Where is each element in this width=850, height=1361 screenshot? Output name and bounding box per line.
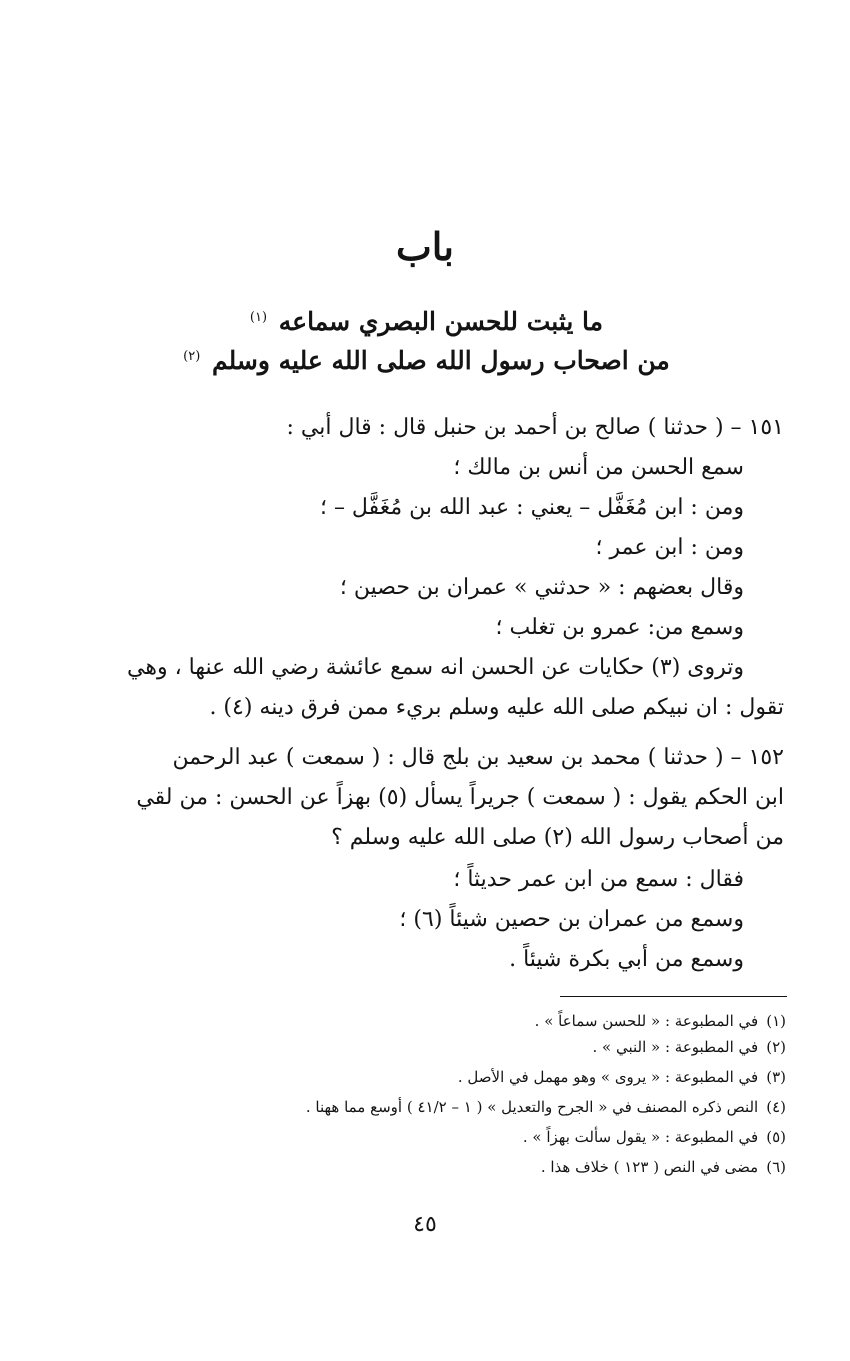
- footnote-text: في المطبوعة : « النبي » .: [592, 1038, 759, 1056]
- narration-line: ابن الحكم يقول : ( سمعت ) جريراً يسأل (٥) بهزاً عن الحسن : من لقي: [136, 785, 784, 810]
- page-number: ٤٥: [413, 1212, 437, 1237]
- footnote-text: مضى في النص ( ١٢٣ ) خلاف هذا .: [540, 1158, 759, 1176]
- footnote-text: النص ذكره المصنف في « الجرح والتعديل » ( ١ – ٤١/٢ ) أوسع مما ههنا .: [305, 1098, 759, 1116]
- narration-line: تقول : ان نبيكم صلى الله عليه وسلم بريء ممن فرق دينه (٤) .: [209, 695, 784, 720]
- narration-line: من أصحاب رسول الله (٢) صلى الله عليه وسلم ؟: [331, 825, 784, 850]
- narration-line: فقال : سمع من ابن عمر حديثاً ؛: [453, 867, 744, 892]
- narration-line: وسمع من عمران بن حصين شيئاً (٦) ؛: [399, 907, 744, 932]
- footnote-number: (٥): [766, 1128, 786, 1146]
- footnote-ref-2: (٢): [183, 348, 201, 364]
- narration-line: وسمع من أبي بكرة شيئاً .: [509, 947, 744, 972]
- narration-line: وسمع من: عمرو بن تغلب ؛: [495, 615, 744, 640]
- footnote-item: [535, 1010, 786, 1032]
- heading-line-2-text: من اصحاب رسول الله صلى الله عليه وسلم: [212, 346, 670, 375]
- footnote-item: [306, 1096, 786, 1118]
- footnote-number: (١): [766, 1012, 786, 1030]
- narration-line: ومن : ابن مُغَفَّل – يعني : عبد الله بن مُغَفَّل – ؛: [319, 495, 744, 520]
- narration-line: سمع الحسن من أنس بن مالك ؛: [453, 455, 744, 480]
- footnote-ref-1: (١): [249, 309, 268, 325]
- footnote-text: في المطبوعة : « للحسن سماعاً » .: [534, 1012, 759, 1030]
- footnote-item: [458, 1066, 786, 1088]
- footnote-number: (٢): [766, 1038, 786, 1056]
- footnote-text: في المطبوعة : « يقول سألت بهزاً » .: [522, 1128, 759, 1146]
- footnote-item: [541, 1156, 786, 1178]
- section-heading-line-1: [0, 304, 850, 340]
- narration-line: ١٥٢ – ( حدثنا ) محمد بن سعيد بن بلج قال : ( سمعت ) عبد الرحمن: [172, 745, 784, 770]
- footnotes-divider: [560, 996, 787, 997]
- footnote-text: في المطبوعة : « يروى » وهو مهمل في الأصل .: [457, 1068, 759, 1086]
- narration-line: وقال بعضهم : « حدثني » عمران بن حصين ؛: [339, 575, 744, 600]
- narration-line: ١٥١ – ( حدثنا ) صالح بن أحمد بن حنبل قال : قال أبي :: [286, 415, 784, 440]
- footnote-number: (٣): [766, 1068, 786, 1086]
- chapter-title: باب: [396, 224, 454, 269]
- footnote-number: (٦): [766, 1158, 786, 1176]
- narration-line: ومن : ابن عمر ؛: [595, 535, 744, 560]
- section-heading-line-2: [0, 343, 850, 379]
- narration-line: وتروى (٣) حكايات عن الحسن انه سمع عائشة رضي الله عنها ، وهي: [127, 655, 744, 680]
- footnote-item: [592, 1036, 786, 1058]
- footnote-item: [523, 1126, 786, 1148]
- footnote-number: (٤): [766, 1098, 786, 1116]
- heading-line-1-text: ما يثبت للحسن البصري سماعه: [278, 307, 604, 336]
